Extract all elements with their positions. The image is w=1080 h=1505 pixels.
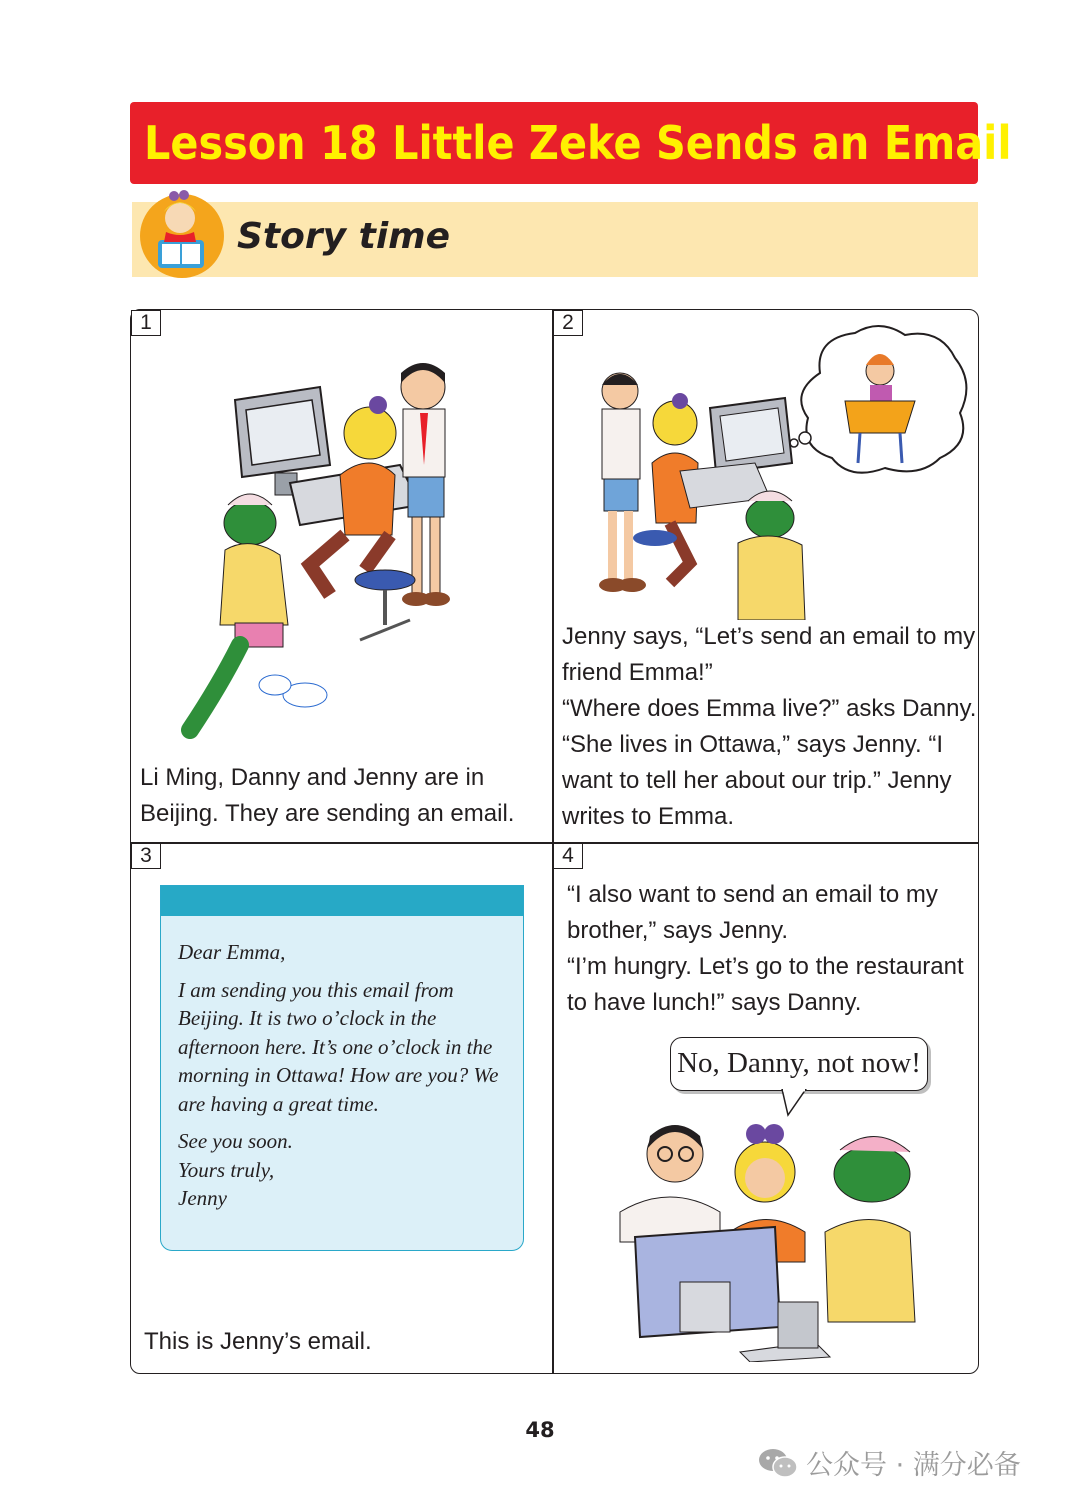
email-line: I am sending you this email from [178,977,454,1002]
watermark-text: 公众号 · 满分必备 [806,1450,1021,1481]
children-looking-at-computer-illustration [600,1112,930,1362]
email-line: Beijing. It is two o’clock in the [178,1006,437,1030]
panel-number-1: 1 [131,310,161,336]
watermark [758,1443,1021,1482]
caption-line: writes to Emma. [562,803,735,830]
wechat-icon [758,1446,798,1480]
caption-line: “She lives in Ottawa,” says Jenny. “I [562,731,944,758]
lesson-title: Lesson 18 Little Zeke Sends an Email [144,116,1012,170]
reading-girl-icon [136,188,228,280]
jenny-thinking-of-emma-illustration [580,323,975,620]
email-line: are having a great time. [178,1091,379,1116]
panel-3-caption [144,1324,372,1360]
caption-line: Jenny says, “Let’s send an email to my [562,623,976,650]
email-closing-line: Yours truly, [178,1157,275,1182]
panel-number-4: 4 [553,843,583,869]
email-greeting: Dear Emma, [178,940,286,964]
panel-1-caption [140,760,514,832]
caption-line: “I also want to send an email to my [567,881,938,908]
email-body [178,938,513,1213]
speech-bubble: No, Danny, not now! [670,1037,928,1091]
email-window-header [161,886,523,916]
page-number: 48 [525,1418,555,1442]
email-window [160,885,524,1251]
children-at-computer-illustration [180,355,480,740]
caption-line: “I’m hungry. Let’s go to the restaurant [567,953,964,980]
caption-line: “Where does Emma live?” asks Danny. [562,695,977,722]
panel-4-caption [567,877,964,1021]
section-title: Story time [237,216,451,257]
panel-number-3: 3 [131,843,161,869]
section-header [132,202,978,277]
caption-line: friend Emma!” [562,659,713,686]
caption-line: to have lunch!” says Danny. [567,989,862,1016]
caption-line: brother,” says Jenny. [567,917,788,944]
email-closing-line: See you soon. [178,1129,293,1153]
email-line: afternoon here. It’s one o’clock in the [178,1034,493,1059]
caption-line: Beijing. They are sending an email. [140,800,515,827]
panel-number-2: 2 [553,310,583,336]
email-line: morning in Ottawa! How are you? We [178,1063,499,1087]
caption-line: Li Ming, Danny and Jenny are in [140,764,485,791]
caption-line: This is Jenny’s email. [144,1328,372,1355]
panel-2-caption [562,619,976,835]
lesson-title-bar [130,102,1012,184]
caption-line: want to tell her about our trip.” Jenny [562,767,952,794]
email-signature: Jenny [178,1186,227,1210]
